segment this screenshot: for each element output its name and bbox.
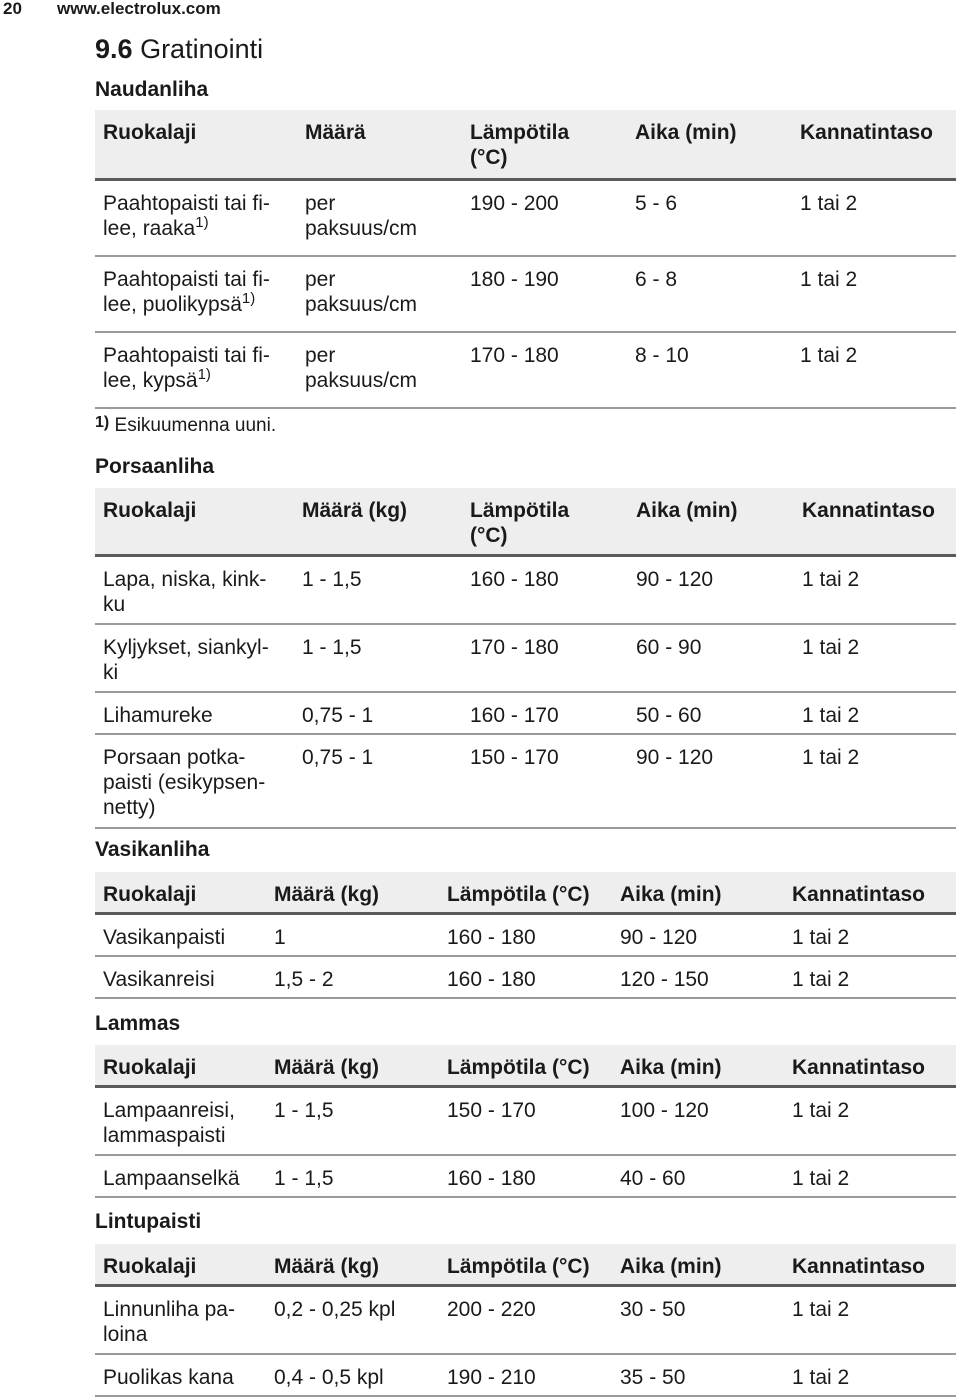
header-dish: Ruokalaji xyxy=(103,499,197,522)
table-header xyxy=(95,872,956,915)
table-row xyxy=(95,915,956,957)
table-row xyxy=(95,1088,956,1156)
table-header xyxy=(95,1045,956,1088)
shelf-level-cell: 1 tai 2 xyxy=(802,746,860,769)
header-time: Aika (min) xyxy=(636,499,738,522)
amount-cell: 1 - 1,5 xyxy=(302,568,362,591)
header-temperature: Lämpötila (°C) xyxy=(447,883,590,906)
table-row xyxy=(95,1287,956,1355)
section-number: 9.6 xyxy=(95,34,133,64)
time-cell: 40 - 60 xyxy=(620,1167,686,1190)
amount-cell: 0,75 - 1 xyxy=(302,704,374,727)
time-cell: 90 - 120 xyxy=(620,926,698,949)
header-dish: Ruokalaji xyxy=(103,883,197,906)
amount-cell: 1 xyxy=(274,926,286,949)
shelf-level-cell: 1 tai 2 xyxy=(792,1366,850,1389)
temperature-cell: 170 - 180 xyxy=(470,344,559,367)
header-amount: Määrä (kg) xyxy=(274,883,380,906)
header-dish: Ruokalaji xyxy=(103,1056,197,1079)
amount-cell: 1,5 - 2 xyxy=(274,968,334,991)
beef-table xyxy=(95,110,956,409)
header-shelf-level: Kannatintaso xyxy=(792,1056,926,1079)
lamb-table xyxy=(95,1045,956,1198)
amount-cell: 1 - 1,5 xyxy=(302,636,362,659)
header-dish: Ruokalaji xyxy=(103,1255,197,1278)
dish-cell: Lampaanreisi, lammaspaisti xyxy=(103,1099,235,1147)
temperature-cell: 160 - 180 xyxy=(470,568,559,591)
temperature-cell: 160 - 170 xyxy=(470,704,559,727)
header-dish: Ruokalaji xyxy=(103,121,197,144)
temperature-cell: 150 - 170 xyxy=(447,1099,536,1122)
table-header xyxy=(95,488,956,557)
table-row xyxy=(95,181,956,257)
temperature-cell: 180 - 190 xyxy=(470,268,559,291)
temperature-cell: 170 - 180 xyxy=(470,636,559,659)
time-cell: 90 - 120 xyxy=(636,568,714,591)
table-header xyxy=(95,110,956,181)
poultry-heading: Lintupaisti xyxy=(95,1210,202,1233)
time-cell: 5 - 6 xyxy=(635,192,678,215)
header-amount: Määrä (kg) xyxy=(274,1255,380,1278)
header-shelf-level: Kannatintaso xyxy=(800,121,934,144)
header-amount: Määrä xyxy=(305,121,366,144)
dish-cell: Linnunliha pa- loina xyxy=(103,1298,235,1346)
header-amount: Määrä (kg) xyxy=(302,499,408,522)
amount-cell: 1 - 1,5 xyxy=(274,1167,334,1190)
beef-heading: Naudanliha xyxy=(95,78,209,101)
time-cell: 60 - 90 xyxy=(636,636,702,659)
table-row xyxy=(95,333,956,409)
time-cell: 120 - 150 xyxy=(620,968,709,991)
dish-cell: Paahtopaisti tai fi- lee, kypsä$^{1)}$ xyxy=(103,344,270,392)
section-heading: Gratinointi xyxy=(140,34,264,64)
table-row xyxy=(95,735,956,829)
table-row xyxy=(95,557,956,625)
shelf-level-cell: 1 tai 2 xyxy=(792,1298,850,1321)
amount-cell: 1 - 1,5 xyxy=(274,1099,334,1122)
table-header xyxy=(95,1244,956,1287)
time-cell: 90 - 120 xyxy=(636,746,714,769)
header-shelf-level: Kannatintaso xyxy=(792,1255,926,1278)
page-number: 20 xyxy=(3,0,22,18)
amount-cell: 0,75 - 1 xyxy=(302,746,374,769)
amount-cell: per paksuus/cm xyxy=(305,268,418,316)
dish-cell: Porsaan potka- paisti (esikypsen- netty) xyxy=(103,746,266,819)
table-row xyxy=(95,693,956,735)
dish-cell: Puolikas kana xyxy=(103,1366,234,1389)
header-shelf-level: Kannatintaso xyxy=(792,883,926,906)
footnote-mark: 1) xyxy=(95,414,110,431)
header-temperature: Lämpötila (°C) xyxy=(447,1056,590,1079)
temperature-cell: 190 - 200 xyxy=(470,192,559,215)
time-cell: 50 - 60 xyxy=(636,704,702,727)
temperature-cell: 160 - 180 xyxy=(447,1167,536,1190)
table-row xyxy=(95,625,956,693)
table-row xyxy=(95,257,956,333)
shelf-level-cell: 1 tai 2 xyxy=(792,926,850,949)
shelf-level-cell: 1 tai 2 xyxy=(800,268,858,291)
dish-cell: Lampaanselkä xyxy=(103,1167,240,1190)
dish-cell: Vasikanreisi xyxy=(103,968,215,991)
veal-heading: Vasikanliha xyxy=(95,838,210,861)
header-temperature: Lämpötila (°C) xyxy=(470,121,570,169)
footnote-text: Esikuumenna uuni. xyxy=(114,415,277,436)
header-shelf-level: Kannatintaso xyxy=(802,499,936,522)
header-temperature: Lämpötila (°C) xyxy=(470,499,570,547)
dish-cell: Kyljykset, siankyl- ki xyxy=(103,636,269,684)
table-row xyxy=(95,1355,956,1397)
table-row xyxy=(95,1156,956,1198)
header-temperature: Lämpötila (°C) xyxy=(447,1255,590,1278)
shelf-level-cell: 1 tai 2 xyxy=(802,704,860,727)
dish-cell: Lapa, niska, kink- ku xyxy=(103,568,267,616)
temperature-cell: 160 - 180 xyxy=(447,968,536,991)
temperature-cell: 160 - 180 xyxy=(447,926,536,949)
dish-cell: Paahtopaisti tai fi- lee, raaka$^{1)}$ xyxy=(103,192,270,240)
amount-cell: per paksuus/cm xyxy=(305,344,418,392)
shelf-level-cell: 1 tai 2 xyxy=(802,568,860,591)
dish-cell: Paahtopaisti tai fi- lee, puolikypsä$^{1)}$ xyxy=(103,268,270,316)
header-time: Aika (min) xyxy=(620,1255,722,1278)
veal-table xyxy=(95,872,956,999)
shelf-level-cell: 1 tai 2 xyxy=(802,636,860,659)
temperature-cell: 190 - 210 xyxy=(447,1366,536,1389)
dish-cell: Vasikanpaisti xyxy=(103,926,226,949)
poultry-table xyxy=(95,1244,956,1397)
table-row xyxy=(95,957,956,999)
amount-cell: 0,2 - 0,25 kpl xyxy=(274,1298,396,1321)
footnote-ref: 1) xyxy=(241,290,256,307)
footnote xyxy=(95,414,276,437)
pork-heading: Porsaanliha xyxy=(95,455,215,478)
time-cell: 30 - 50 xyxy=(620,1298,686,1321)
time-cell: 35 - 50 xyxy=(620,1366,686,1389)
time-cell: 8 - 10 xyxy=(635,344,689,367)
header-amount: Määrä (kg) xyxy=(274,1056,380,1079)
page-header xyxy=(0,0,960,20)
shelf-level-cell: 1 tai 2 xyxy=(792,968,850,991)
website-url: www.electrolux.com xyxy=(57,0,221,18)
lamb-heading: Lammas xyxy=(95,1012,181,1035)
footnote-ref: 1) xyxy=(197,366,211,383)
pork-table xyxy=(95,488,956,829)
temperature-cell: 200 - 220 xyxy=(447,1298,536,1321)
amount-cell: 0,4 - 0,5 kpl xyxy=(274,1366,384,1389)
dish-cell: Lihamureke xyxy=(103,704,213,727)
footnote-ref: 1) xyxy=(195,214,209,231)
shelf-level-cell: 1 tai 2 xyxy=(792,1099,850,1122)
time-cell: 100 - 120 xyxy=(620,1099,709,1122)
section-title xyxy=(95,34,263,65)
temperature-cell: 150 - 170 xyxy=(470,746,559,769)
shelf-level-cell: 1 tai 2 xyxy=(800,344,858,367)
amount-cell: per paksuus/cm xyxy=(305,192,418,240)
shelf-level-cell: 1 tai 2 xyxy=(800,192,858,215)
header-time: Aika (min) xyxy=(620,883,722,906)
header-time: Aika (min) xyxy=(635,121,737,144)
shelf-level-cell: 1 tai 2 xyxy=(792,1167,850,1190)
header-time: Aika (min) xyxy=(620,1056,722,1079)
time-cell: 6 - 8 xyxy=(635,268,678,291)
